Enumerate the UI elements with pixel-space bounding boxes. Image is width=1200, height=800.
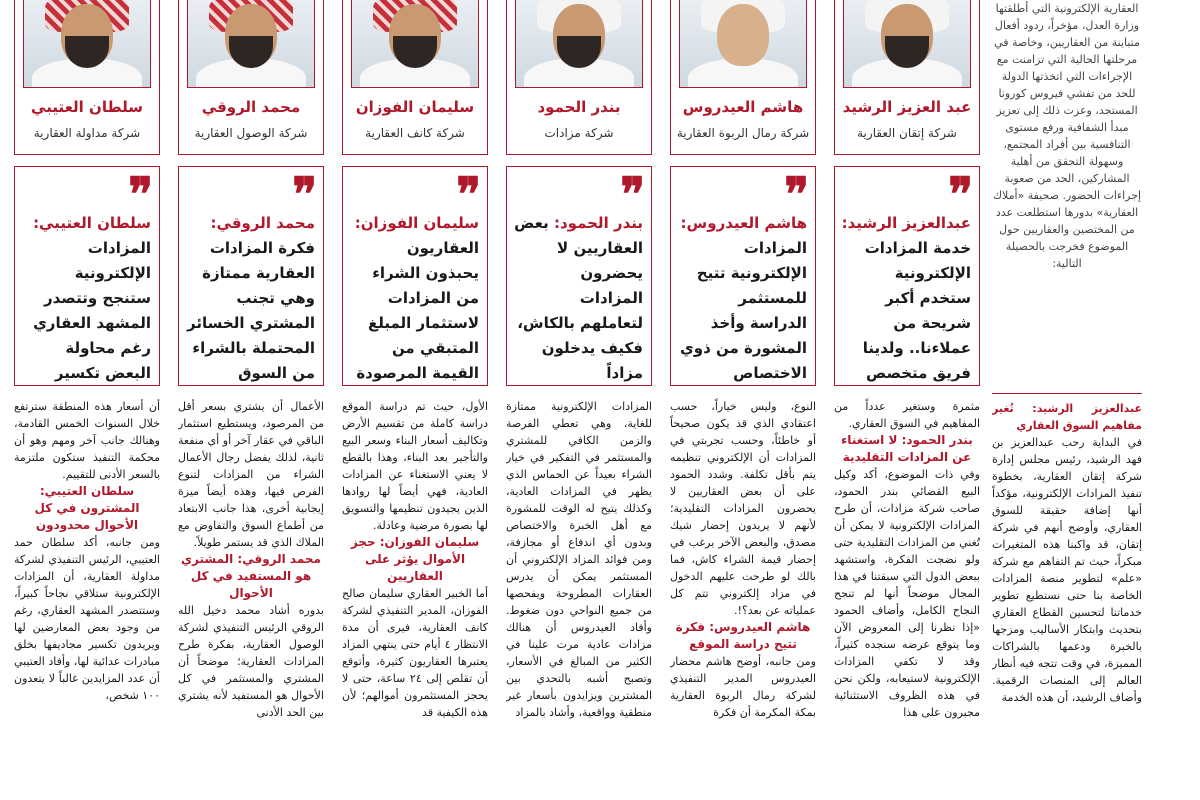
quote-text: العقاريون يحبذون الشراء من المزادات لاستثمار المبلغ المتبقي من القيمة المرصودة	[356, 239, 479, 382]
profile-card-rasheed	[834, 0, 980, 155]
quote-text: خدمة المزادات الإلكترونية ستخدم أكبر شريحة من عملاءنا.. ولدينا فريق متخصص	[862, 239, 971, 382]
quote-box-otaibi	[14, 166, 160, 386]
column-text: أما الخبير العقاري سليمان صالح الفوزان، المدير التنفيذي لشركة كانف العقارية، فيرى أن مدة الانتظار ٤ أيام حتى ينتهي المزاد يعتبرها العقاريون كثيرة، وأتوقع أن تقلص إلى ٢٤ ساعة، حتى لا يحجز المستثمرون أموالهم؛ لأن هذه الكيفية قد	[342, 587, 488, 719]
column-subhead: بندر الحمود: لا استغناء عن المزادات التقليدية	[841, 433, 973, 464]
quote-name: هاشم العيدروس:	[680, 214, 807, 232]
profile-name: بندر الحمود	[537, 98, 621, 116]
column-subhead: سليمان الفوزان: حجز الأموال يؤثر على العقاريين	[350, 535, 480, 583]
column-subhead: سلطان العتيبي: المشترون في كل الأحوال محدودون	[34, 484, 140, 532]
column-text: ومن جانبه، أكد سلطان حمد العتيبي، الرئيس التنفيذي لشركة مداولة العقارية، أن المزادات الإلكترونية ستلاقي نجاحاً كبيراً، وستتصدر المشهد العقاري، رغم من وجود بعض المعارضين لها ويريدون تكسير مجاديفها بخلق مبادرات عدائية لها، وأفاد العتيبي أن عدد المزايدين غالباً لا يتعدون ١٠٠ شخص،	[14, 536, 160, 702]
quote-box-rouqi	[178, 166, 324, 386]
quote-box-hamoud	[506, 166, 652, 386]
quote-name: سلطان العتيبي:	[33, 214, 151, 232]
column-subhead: هاشم العيدروس: فكرة تتيح دراسة الموقع	[675, 620, 811, 651]
quote-text: المزادات الإلكترونية تتيح للمستثمر الدراسة وأخذ المشورة من ذوي الاختصاص	[680, 239, 807, 382]
column-text: مثمرة وستغير عدداً من المفاهيم في السوق العقاري.	[834, 400, 980, 430]
profile-card-otaibi	[14, 0, 160, 155]
quote-marks-icon: ❞	[948, 167, 973, 221]
profile-name: سلطان العتيبي	[31, 98, 143, 116]
quote-text: فكرة المزادات العقارية ممتازة وهي تجنب المشتري الخسائر المحتملة بالشراء من السوق	[187, 239, 315, 382]
column-text: الأعمال أن يشتري بسعر أقل من المرصود، ويستطيع استثمار الباقي في عقار آخر أو أي منفعة ثانية، لذلك يفضل رجال الأعمال الشراء من المزادات لتنوع الفرص فيها، وهذه أيضاً ميزة إيجابية أخرى، هذا جانب الابتعاد من أطماع السوق والتفاوض مع الملاك الذي قد يستمر طويلاً.	[178, 400, 324, 549]
article-column-5	[178, 398, 324, 800]
column-text: ومن جانبه، أوضح هاشم محضار العيدروس المدير التنفيذي لشركة رمال الربوة العقارية بمكة المكرمة أن فكرة	[670, 655, 816, 719]
column-text: المزادات الإلكترونية ممتازة للغاية، وهي تعطي الفرصة والزمن الكافي للمشتري والمستثمر في التفكير في خيار الشراء بعيداً عن الحماس الذي يظهر في المزادات العادية، وكذلك يتيح له الوقت للمشورة مع أهل الخبرة والاختصاص وبدون أي اندفاع أو مجازفة، ومن فوائد المزاد الإلكتروني أن المستثمر يمكن أن يدرس العقارات المطروحة ويفحصها من جميع النواحي دون ضغوط. وأفاد العيدروس أن هنالك مزادات عادية مرت علينا في الكثير من المبالغ في الأسعار، وتصبح أشبه بالتحدي بين المشترين ويزايدون بأسعار غير منطقية وواقعية، وأشاد بالمزاد	[506, 400, 652, 719]
column-text: بدوره أشاد محمد دخيل الله الروقي الرئيس التنفيذي لشركة الوصول العقارية، بفكرة طرح المزادات العقارية؛ موضحاً أن المشتري والمستثمر في كل الأحوال هو المستفيد لأنه يشتري بين الحد الأدنى	[178, 604, 324, 719]
profile-photo	[23, 0, 151, 88]
article-column-6	[14, 398, 160, 800]
quote-marks-icon: ❞	[456, 167, 481, 221]
profile-company: شركة الوصول العقارية	[194, 126, 308, 140]
intro-body-text: في البداية رحب عبدالعزيز بن فهد الرشيد، رئيس مجلس إدارة شركة إتقان العقارية، بخطوة تنفيذ المزادات الإلكترونية، مؤكداً أنها إضافة حقيقة للسوق العقاري، وأوضح أنهم في شركة إتقان، قد واكبنا هذه المتغيرات مبكراً، حيث تم التفاهم مع شركة «علم» لتطوير منصة المزادات الخاصة بنا حتى نستطيع تطوير خدماتنا لتحسين القطاع العقاري بتحديث وابتكار الأساليب ومزجها بالخبرة ودعمها بالشراكات المميزة، في وقت تتجه فيه أنظار العالم إلى المنصات الرقمية. وأضاف الرشيد، أن هذه الخدمة	[992, 436, 1142, 704]
profile-name: سليمان الفوزان	[355, 98, 475, 116]
profile-photo	[843, 0, 971, 88]
quote-name: سليمان الفوزان:	[354, 214, 479, 232]
column-subhead: محمد الروقي: المشتري هو المستفيد في كل الأحوال	[181, 552, 321, 600]
quote-marks-icon: ❞	[128, 167, 153, 221]
quote-name: بندر الحمود:	[553, 214, 643, 232]
profile-company: شركة مزادات	[544, 126, 614, 140]
article-column-1	[834, 398, 980, 800]
intro-text: العقارية الإلكترونية التي أطلقتها وزارة العدل، مؤخراً، ردود أفعال متباينة من العقاريين، وخاصة في مرحلتها الحالية التي تزامنت مع الإجراءات التي اتخذتها الدولة للحد من تفشي فيروس كورونا المستجد، وعزت ذلك إلى تعزيز مبدأ الشفافية ورفع مستوى التنافسية بين أفراد المجتمع، وسهولة التحقق من أهلية المشاركين، الحد من صعوبة إجراءات الحضور. صحيفة «أملاك العقارية» بدورها استطلعت عدد من المختصين والعقاريين حول الموضوع فخرجت بالحصيلة التالية:	[992, 2, 1142, 270]
profile-company: شركة كانف العقارية	[365, 126, 465, 140]
profile-card-rouqi	[178, 0, 324, 155]
column-text: وفي ذات الموضوع، أكد وكيل البيع القضائي بندر الحمود، صاحب شركة مزادات، أن طرح المزادات الإلكترونية لا يمكن أن تُغني من المزادات التقليدية حتى ولو نضجت الفكرة، واستشهد ببعض الدول التي سبقتنا في هذا المجال موضحاً أنها لم تنجح النجاح الكامل، وأضاف الحمود «إذا نظرنا إلى المعروض الآن وما يتوقع عرضه سنجده كثيراً، وقد لا تكفي المزادات الإلكترونية لاستيعابه، ولكن نحن في هذه الظروف الاستثنائية مجبرون على هذا	[834, 468, 980, 719]
quote-box-aidarous	[670, 166, 816, 386]
quote-marks-icon: ❞	[620, 167, 645, 221]
profile-photo	[187, 0, 315, 88]
profile-photo	[351, 0, 479, 88]
quote-box-fawzan	[342, 166, 488, 386]
profile-name: محمد الروقي	[201, 98, 301, 116]
intro-column	[992, 0, 1142, 800]
column-text: النوع، وليس خياراً، حسب اعتقادي الذي قد يكون صحيحاً أو خاطئاً، وحسب تجربتي في المزادات أن الإلكتروني تنظيمه يتم بأقل تكلفة. وشدد الحمود على أن بعض العقاريين لا يحضرون المزادات التقليدية؛ لأنهم لا يريدون إحضار شيك مصدق، والبعض الآخر يرغب في إحضار قيمة الشراء كاش، فما بالك لو طرحت عليهم الدخول في مزاد إلكتروني تتم كل عملياته عن بعد؟!.	[670, 400, 816, 617]
article-column-2	[670, 398, 816, 800]
profile-card-hamoud	[506, 0, 652, 155]
profile-company: شركة مداولة العقارية	[33, 126, 141, 140]
column-divider	[992, 393, 1142, 394]
profile-card-fawzan	[342, 0, 488, 155]
quote-marks-icon: ❞	[292, 167, 317, 221]
article-column-4	[342, 398, 488, 800]
quote-marks-icon: ❞	[784, 167, 809, 221]
column-text: أن أسعار هذه المنطقة سترتفع خلال السنوات الخمس القادمة، وهنالك جانب آخر ومهم وهو أن محكمة التنفيذ ستكون ملتزمة بالسعر الأدنى للتقييم.	[14, 400, 160, 481]
profile-photo	[679, 0, 807, 88]
profile-card-aidarous	[670, 0, 816, 155]
profile-company: شركة رمال الربوة العقارية	[676, 126, 810, 140]
quote-name: محمد الروقي:	[210, 214, 315, 232]
profile-name: عبد العزيز الرشيد	[842, 98, 972, 116]
profile-name: هاشم العيدروس	[682, 98, 804, 116]
quote-box-rasheed	[834, 166, 980, 386]
quote-text: بعض العقاريين لا يحضرون المزادات لتعاملهم بالكاش، فكيف يدخلون مزاداً	[514, 214, 643, 382]
intro-subhead-title: تُغير مفاهيم السوق العقاري	[992, 402, 1142, 432]
intro-body	[992, 400, 1142, 706]
profile-company: شركة إتقان العقارية	[857, 126, 957, 140]
profile-photo	[515, 0, 643, 88]
column-text: الأول، حيث تم دراسة الموقع دراسة كاملة من تقسيم الأرض وتكاليف أسعار البناء وسعر البيع والتأجير بعد البناء، وهذا بالقطع لا يعني الاستغناء عن المزادات العادية، فهي أيضاً لها روادها الذين يجيدون تنظيمها والتسويق لها بصورة مرضية وعادلة.	[342, 400, 488, 532]
quote-text: المزادات الإلكترونية ستنجح وتتصدر المشهد العقاري رغم محاولة البعض تكسير	[33, 239, 151, 382]
quote-name: عبدالعزيز الرشيد:	[841, 214, 971, 232]
article-column-3	[506, 398, 652, 800]
intro-subhead-name: عبدالعزيز الرشيد:	[1032, 402, 1142, 415]
